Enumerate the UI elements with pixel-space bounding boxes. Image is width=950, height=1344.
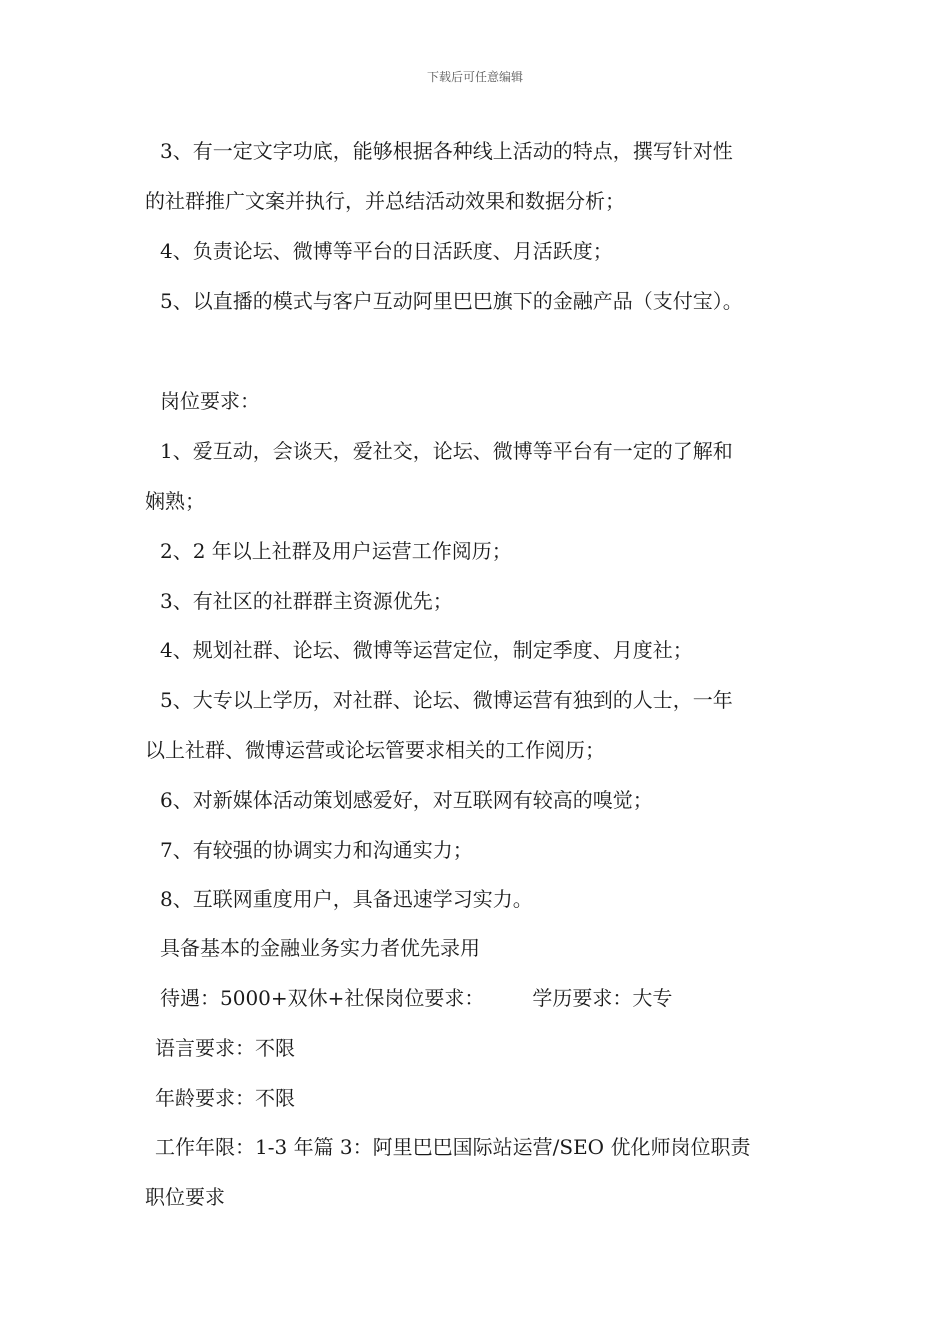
language-requirement: 语言要求：不限 (155, 1036, 295, 1060)
req-3: 3、有社区的社群群主资源优先； (160, 589, 453, 613)
position-requirements-heading: 职位要求 (145, 1185, 225, 1209)
req-5-line-2: 以上社群、微博运营或论坛管要求相关的工作阅历； (145, 738, 605, 762)
req-5-line-1: 5、大专以上学历，对社群、论坛、微博运营有独到的人士，一年 (160, 688, 733, 712)
req-1-line-2: 娴熟； (145, 489, 205, 513)
req-8: 8、互联网重度用户，具备迅速学习实力。 (160, 887, 533, 911)
finance-preferred: 具备基本的金融业务实力者优先录用 (160, 936, 480, 960)
education-text: 学历要求：大专 (532, 986, 673, 1010)
duty-4: 4、负责论坛、微博等平台的日活跃度、月活跃度； (160, 239, 613, 263)
work-years-line: 工作年限：1-3 年篇 3：阿里巴巴国际站运营/SEO 优化师岗位职责 (155, 1135, 751, 1159)
req-7: 7、有较强的协调实力和沟通实力； (160, 838, 473, 862)
req-2: 2、2 年以上社群及用户运营工作阅历； (160, 539, 512, 563)
req-6: 6、对新媒体活动策划感爱好，对互联网有较高的嗅觉； (160, 788, 653, 812)
req-1-line-1: 1、爱互动，会谈天，爱社交，论坛、微博等平台有一定的了解和 (160, 439, 733, 463)
requirements-heading: 岗位要求： (160, 389, 260, 413)
age-requirement: 年龄要求：不限 (155, 1086, 295, 1110)
salary-line (160, 984, 672, 1012)
duty-5: 5、以直播的模式与客户互动阿里巴巴旗下的金融产品（支付宝）。 (160, 289, 743, 313)
page-header: 下载后可任意编辑 (426, 70, 523, 84)
duty-3-line-1: 3、有一定文字功底，能够根据各种线上活动的特点，撰写针对性 (160, 139, 733, 163)
duty-3-line-2: 的社群推广文案并执行，并总结活动效果和数据分析； (145, 189, 625, 213)
req-4: 4、规划社群、论坛、微博等运营定位，制定季度、月度社； (160, 638, 693, 662)
salary-text: 待遇：5000+双休+社保岗位要求： (160, 986, 485, 1010)
